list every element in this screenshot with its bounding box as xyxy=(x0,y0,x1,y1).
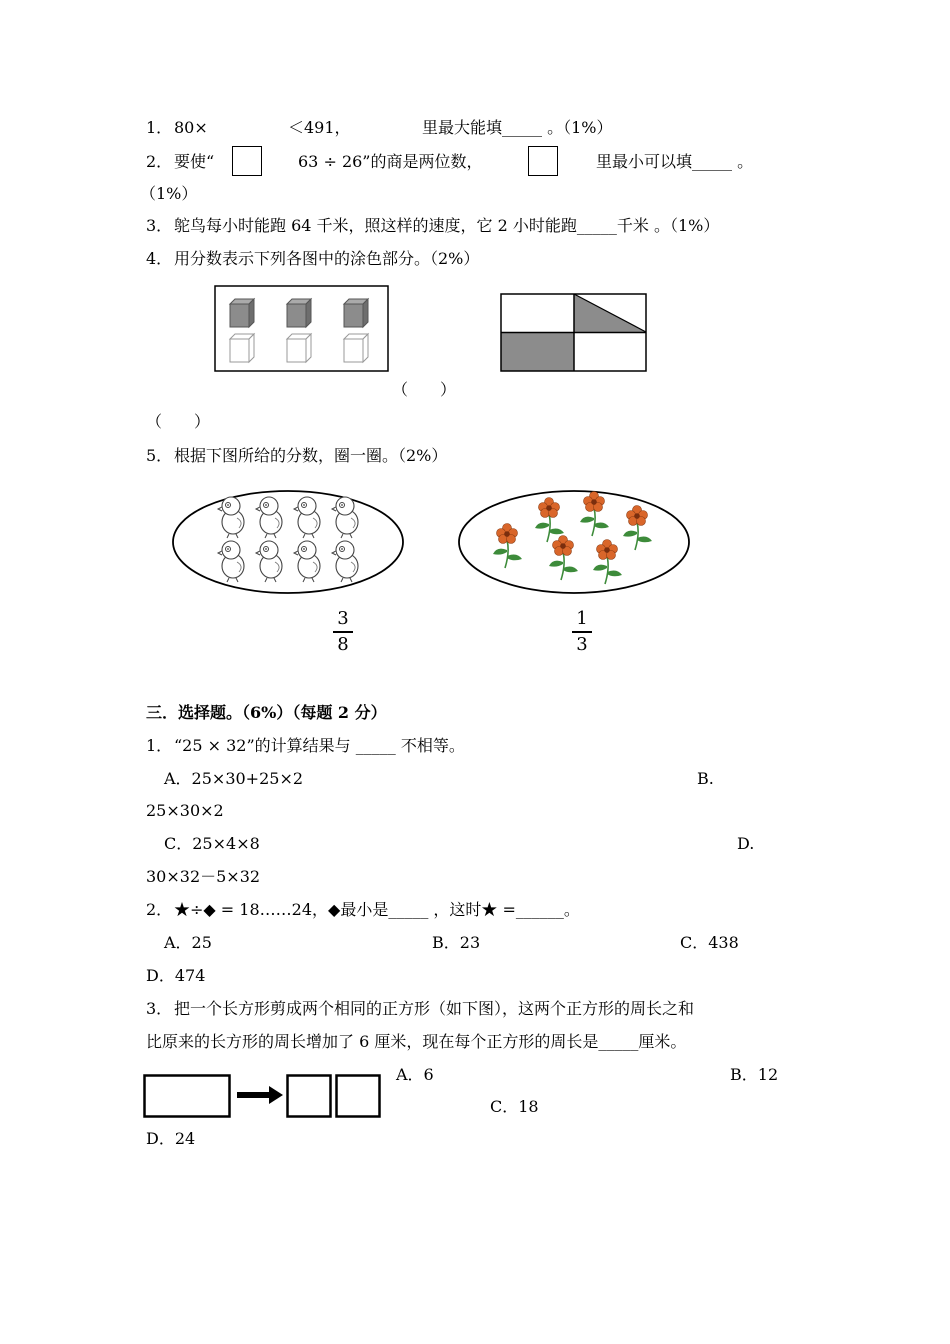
q1-text-b: ＜491， xyxy=(288,118,351,137)
choice-q1-option-b[interactable]: B. xyxy=(697,769,714,788)
q3-text: 鸵鸟每小时能跑 64 千米，照这样的速度，它 2 小时能跑_____千米 。（1%） xyxy=(174,216,720,235)
choice-q1-text: “25 × 32”的计算结果与 _____ 不相等。 xyxy=(174,736,465,755)
choice-q3-option-a[interactable]: A．6 xyxy=(396,1065,434,1084)
cube-empty-2 xyxy=(287,334,311,362)
choice-q1-option-c[interactable]: C．25×4×8 xyxy=(164,834,260,853)
section-heading-choice: 三．选择题。（6%）（每题 2 分） xyxy=(146,703,387,722)
flowers-ellipse-figure xyxy=(457,490,693,600)
q3-number: 3． xyxy=(146,216,173,235)
chicks-ellipse-figure xyxy=(170,490,406,600)
fraction-numerator: 1 xyxy=(576,608,588,629)
choice-q3-line1: 把一个长方形剪成两个相同的正方形（如下图），这两个正方形的周长之和 xyxy=(174,999,695,1018)
choice-q2-option-c[interactable]: C．438 xyxy=(680,933,739,952)
choice-q3-option-d[interactable]: D．24 xyxy=(146,1129,196,1148)
q4-answer-paren-b[interactable]: （ ） xyxy=(392,380,457,399)
choice-q2-option-b[interactable]: B．23 xyxy=(432,933,481,952)
cubes-figure xyxy=(214,285,390,373)
arrow-right-icon xyxy=(237,1086,283,1104)
fraction-one-third xyxy=(570,608,594,656)
q2-text-c: 里最小可以填_____ 。 xyxy=(596,152,754,171)
choice-q1-number: 1． xyxy=(146,736,173,755)
answer-square-1[interactable] xyxy=(232,146,262,176)
q5-number: 5． xyxy=(146,446,173,465)
choice-q1-option-a[interactable]: A．25×30+25×2 xyxy=(164,769,304,788)
choice-q2-text: ★÷◆ = 18……24，◆最小是_____ ，这时★ =______。 xyxy=(174,900,580,919)
cube-shaded-3 xyxy=(344,299,368,327)
choice-q2-number: 2． xyxy=(146,900,173,919)
choice-q2-option-a[interactable]: A．25 xyxy=(164,933,212,952)
q4-answer-paren-a[interactable]: （ ） xyxy=(146,412,211,431)
fraction-denominator: 3 xyxy=(576,633,588,655)
cube-shaded-1 xyxy=(230,299,254,327)
q4-number: 4． xyxy=(146,249,173,268)
q5-text: 根据下图所给的分数，圈一圈。（2%） xyxy=(174,446,448,465)
cut-rectangle-figure xyxy=(143,1074,383,1120)
choice-q3-number: 3． xyxy=(146,999,173,1018)
cube-empty-1 xyxy=(230,334,254,362)
choice-q3-option-b[interactable]: B．12 xyxy=(730,1065,779,1084)
answer-square-2[interactable] xyxy=(528,146,558,176)
fraction-denominator: 8 xyxy=(337,633,349,655)
cube-shaded-2 xyxy=(287,299,311,327)
choice-q3-option-c[interactable]: C．18 xyxy=(490,1097,539,1116)
choice-q2-option-d[interactable]: D．474 xyxy=(146,966,206,985)
fraction-numerator: 3 xyxy=(337,608,349,629)
rectangle-grid-figure xyxy=(500,293,648,373)
q1-number: 1． xyxy=(146,118,173,137)
q4-text: 用分数表示下列各图中的涂色部分。（2%） xyxy=(174,249,480,268)
cube-empty-3 xyxy=(344,334,368,362)
fraction-three-eighths xyxy=(331,608,355,656)
q2-text-a: 要使“ xyxy=(174,152,215,171)
choice-q3-line2: 比原来的长方形的周长增加了 6 厘米，现在每个正方形的周长是_____厘米。 xyxy=(146,1032,687,1051)
choice-q1-option-d[interactable]: D. xyxy=(737,834,755,853)
q1-text-a: 80× xyxy=(174,118,208,137)
choice-q1-option-d-value: 30×32－5×32 xyxy=(146,867,261,886)
q2-text-b: 63 ÷ 26”的商是两位数， xyxy=(298,152,483,171)
q2-number: 2． xyxy=(146,152,173,171)
choice-q1-option-b-value: 25×30×2 xyxy=(146,801,224,820)
q2-text-d: （1%） xyxy=(140,184,198,203)
q1-text-c: 里最大能填_____ 。（1%） xyxy=(422,118,613,137)
